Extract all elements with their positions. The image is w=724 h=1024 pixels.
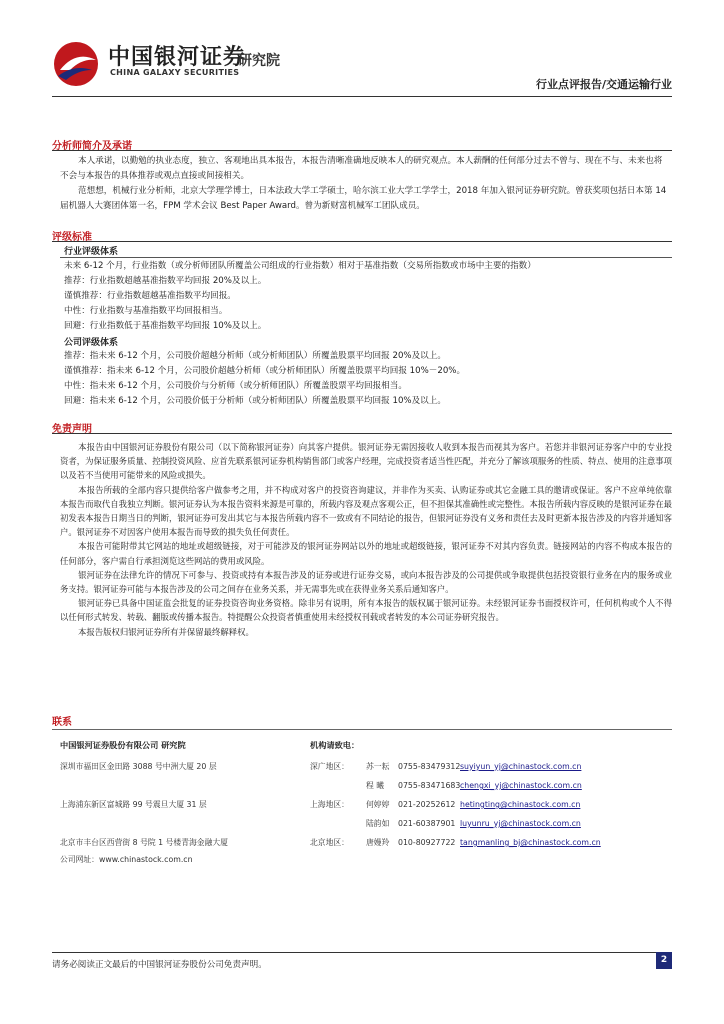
industry-rating-line: 中性：行业指数与基准指数平均回报相当。	[64, 306, 228, 316]
section-divider	[52, 729, 672, 730]
page-header	[52, 36, 672, 96]
address-beijing: 北京市丰台区西营街 8 号院 1 号楼青海金融大厦	[60, 838, 228, 847]
company-rating-line: 推荐：指未来 6-12 个月，公司股价超越分析师（或分析师团队）所覆盖股票平均回报 20%及以上。	[64, 351, 446, 361]
disclaimer-body	[60, 440, 672, 639]
disclaimer-paragraph: 本报告可能附带其它网站的地址或超级链接，对于可能涉及的银河证券网站以外的地址或超级链接，银河证券不对其内容负责。链接网站的内容不构成本报告的任何部分，客户需自行承担浏览这些网站的费用或风险。	[60, 541, 672, 566]
section-divider	[52, 241, 672, 242]
disclaimer-paragraph: 本报告所载的全部内容只提供给客户做参考之用，并不构成对客户的投资咨询建议，并非作为买卖、认购证券或其它金融工具的邀请或保证。客户不应单纯依靠本报告而取代自我独立判断。银河证券认为本报告资料来源是可靠的，所载内容及观点客观公正，但不担保其准确性或完整性。本报告所载内容反映的是银河证券在最初发表本报告日期当日的判断，银河证券可发出其它与本报告所载内容不一致或有不同结论的报告，但银河证券没有义务和责任去及时更新本报告涉及的内容并通知客户。银河证券不对因客户使用本报告而导致的损失负任何责任。	[60, 484, 672, 538]
footer-divider	[52, 952, 672, 953]
disclaimer-paragraph: 银河证券在法律允许的情况下可参与、投资或持有本报告涉及的证券或进行证券交易，或向本报告涉及的公司提供或争取提供包括投资银行业务在内的服务或业务支持。银河证券可能与本报告涉及的公司之间存在业务关系，并无需事先或在获得业务关系后通知客户。	[60, 569, 672, 595]
logo-chinese-name: 中国银河证券	[108, 45, 247, 70]
institute-label: 研究院	[238, 53, 280, 69]
company-rating-line: 谨慎推荐：指未来 6-12 个月，公司股价超越分析师（或分析师团队）所覆盖股票平均回报 10%－20%。	[64, 366, 466, 376]
contact-section-title: 联系	[52, 717, 72, 728]
company-rating-line: 中性：指未来 6-12 个月，公司股价与分析师（或分析师团队）所覆盖股票平均回报相当。	[64, 381, 407, 391]
industry-rating-heading: 行业评级体系	[64, 247, 119, 257]
analyst-section-title: 分析师简介及承诺	[52, 141, 132, 152]
address-shanghai: 上海浦东新区富城路 99 号震旦大厦 31 层	[60, 800, 207, 809]
header-divider	[52, 96, 672, 97]
address-shenzhen: 深圳市福田区金田路 3088 号中洲大厦 20 层	[60, 762, 217, 771]
china-galaxy-logo-icon	[52, 40, 100, 88]
disclaimer-paragraph: 本报告由中国银河证券股份有限公司（以下简称银河证券）向其客户提供。银河证券无需因接收人收到本报告而视其为客户。若您并非银河证券客户中的专业投资者，为保证服务质量、控制投资风险、应首先联系银河证券机构销售部门或客户经理，完成投资者适当性匹配，并充分了解该项服务的性质、特点、使用的注意事项以及若不当使用可能带来的风险或损失。	[60, 442, 672, 481]
section-divider	[52, 150, 672, 151]
disclaimer-paragraph: 银河证券已具备中国证监会批复的证券投资咨询业务资格。除非另有说明，所有本报告的版权属于银河证券。未经银河证券书面授权许可，任何机构或个人不得以任何形式转发、转载、翻版或传播本报告。特提醒公众投资者慎重使用未经授权刊载或者转发的本公司证券研究报告。	[60, 598, 672, 623]
report-type: 行业点评报告/交通运输行业	[535, 78, 672, 91]
email-link[interactable]: suyiyun_yj@chinastock.com.cn	[460, 762, 582, 771]
company-website: 公司网址：www.chinastock.com.cn	[60, 855, 193, 864]
industry-rating-line: 未来 6-12 个月，行业指数（或分析师团队所覆盖公司组成的行业指数）相对于基准指数（交易所指数或市场中主要的指数）	[64, 261, 536, 271]
contact-row: 北京地区： 唐嫚羚 010-80927722 tangmanling_bj@chinastock.com.cn	[310, 838, 601, 847]
rating-section-title: 评级标准	[52, 232, 92, 243]
page-number: 2	[656, 952, 672, 969]
logo-english-name: CHINA GALAXY SECURITIES	[110, 68, 240, 77]
sub-divider	[60, 257, 672, 258]
email-link[interactable]: chengxi_yj@chinastock.com.cn	[460, 781, 582, 790]
contact-row: 深广地区： 苏一耘 0755-83479312suyiyun_yj@chinastock.com.cn	[310, 762, 582, 771]
disclaimer-paragraph: 本报告版权归银河证券所有并保留最终解释权。	[78, 626, 254, 637]
company-rating-heading: 公司评级体系	[64, 338, 119, 348]
email-link[interactable]: luyunru_yj@chinastock.com.cn	[460, 819, 581, 828]
email-link[interactable]: hetingting@chinastock.com.cn	[460, 800, 581, 809]
contact-row: 上海地区： 何婷婷 021-20252612 hetingting@chinastock.com.cn	[310, 800, 581, 809]
contact-row: 陆韵如 021-60387901 luyunru_yj@chinastock.com.cn	[366, 819, 581, 828]
analyst-bio: 范想想，机械行业分析师，北京大学理学博士，日本法政大学工学硕士，哈尔滨工业大学工学学士，2018 年加入银河证券研究院。曾获奖项包括日本第 14 届机器人大赛团体第一名，FPM 学术会议 Best Paper Award。曾为新财富机械军工团队成员。	[60, 186, 667, 211]
section-divider	[52, 433, 672, 434]
industry-rating-line: 推荐：行业指数超越基准指数平均回报 20%及以上。	[64, 276, 267, 286]
footer-disclaimer-note: 请务必阅读正文最后的中国银河证券股份公司免责声明。	[52, 960, 267, 970]
email-link[interactable]: tangmanling_bj@chinastock.com.cn	[460, 838, 601, 847]
company-name: 中国银河证券股份有限公司 研究院	[60, 740, 186, 750]
analyst-commitment: 本人承诺，以勤勉的执业态度，独立、客观地出具本报告，本报告清晰准确地反映本人的研究观点。本人薪酬的任何部分过去不曾与、现在不与、未来也将不会与本报告的具体推荐或观点直接或间接相关。	[60, 156, 663, 181]
industry-rating-line: 谨慎推荐：行业指数超越基准指数平均回报。	[64, 291, 236, 301]
contact-row: 程 曦 0755-83471683chengxi_yj@chinastock.com.cn	[366, 781, 582, 790]
industry-rating-line: 回避：行业指数低于基准指数平均回报 10%及以上。	[64, 321, 267, 331]
company-rating-line: 回避：指未来 6-12 个月，公司股价低于分析师（或分析师团队）所覆盖股票平均回报 10%及以上。	[64, 396, 446, 406]
institution-contact-title: 机构请致电：	[310, 740, 360, 750]
disclaimer-section-title: 免责声明	[52, 424, 92, 435]
